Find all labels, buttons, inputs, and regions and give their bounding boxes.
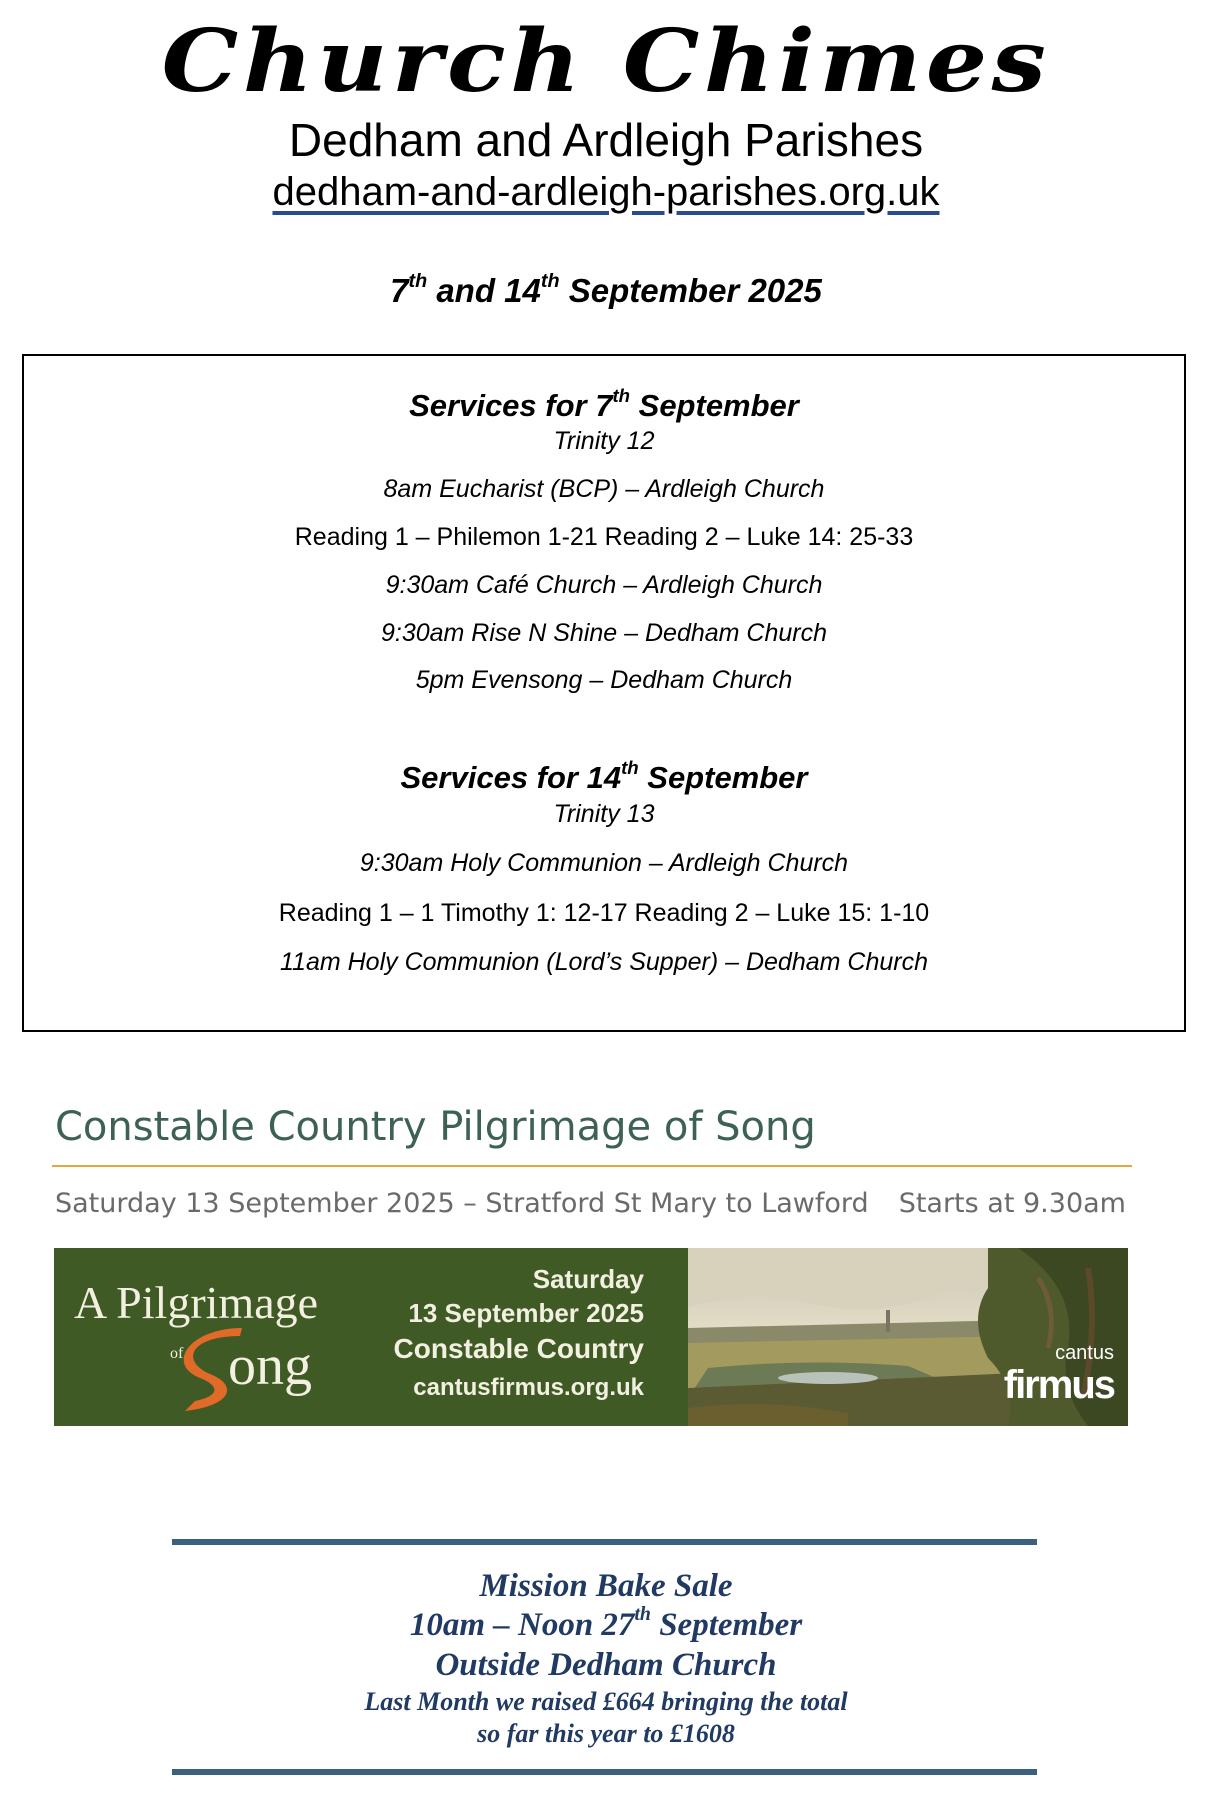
svg-text:ong: ong xyxy=(228,1335,312,1397)
banner-date: 13 September 2025 xyxy=(408,1298,644,1328)
service-item: 8am Eucharist (BCP) – Ardleigh Church xyxy=(383,475,825,503)
services-week2-heading: Services for 14th September xyxy=(400,756,808,795)
services-week2-trinity: Trinity 13 xyxy=(553,800,655,828)
services-week1-trinity: Trinity 12 xyxy=(553,427,655,455)
bake-sale-time: 10am – Noon 27th September xyxy=(409,1603,803,1643)
pilgrimage-banner xyxy=(54,1248,1128,1426)
services-week1-heading: Services for 7th September xyxy=(409,384,799,423)
bake-sale-top-rule xyxy=(172,1539,1037,1545)
service-item: 9:30am Café Church – Ardleigh Church xyxy=(385,571,823,599)
banner-url[interactable]: cantusfirmus.org.uk xyxy=(413,1374,644,1401)
issue-date: 7th and 14th September 2025 xyxy=(390,270,822,309)
service-item: 5pm Evensong – Dedham Church xyxy=(415,666,793,694)
banner-day: Saturday xyxy=(532,1264,644,1294)
website-link[interactable] xyxy=(0,166,1212,218)
website-link-text[interactable]: dedham-and-ardleigh-parishes.org.uk xyxy=(272,170,940,214)
reading-item: Reading 1 – 1 Timothy 1: 12-17 Reading 2 – Luke 15: 1-10 xyxy=(278,899,930,927)
bake-sale-note-line1: Last Month we raised £664 bringing the total xyxy=(364,1687,848,1716)
newsletter-title: Church Chimes xyxy=(161,11,1051,112)
reading-item: Reading 1 – Philemon 1-21 Reading 2 – Luke 14: 25-33 xyxy=(294,523,914,551)
svg-text:A Pilgrimage: A Pilgrimage xyxy=(74,1277,319,1328)
parish-subtitle: Dedham and Ardleigh Parishes xyxy=(288,114,924,166)
service-item: 9:30am Holy Communion – Ardleigh Church xyxy=(359,849,849,877)
service-item: 9:30am Rise N Shine – Dedham Church xyxy=(380,619,828,647)
bake-sale-note-line2: so far this year to £1608 xyxy=(477,1719,735,1748)
banner-place: Constable Country xyxy=(393,1333,644,1364)
pilgrimage-title: Constable Country Pilgrimage of Song xyxy=(55,1104,816,1150)
banner-event-details xyxy=(394,1262,644,1408)
svg-text:of: of xyxy=(170,1345,184,1362)
services-box xyxy=(22,354,1186,1032)
cantus-firmus-logo: cantus firmus xyxy=(1003,1342,1114,1407)
bake-sale-location: Outside Dedham Church xyxy=(435,1647,777,1683)
pilgrimage-subtitle: Saturday 13 September 2025 – Stratford St Mary to Lawford Starts at 9.30am xyxy=(55,1188,1126,1219)
bake-sale-title: Mission Bake Sale xyxy=(479,1568,733,1604)
pilgrimage-logo xyxy=(70,1266,400,1416)
bake-sale-bottom-rule xyxy=(172,1769,1037,1775)
pilgrimage-divider xyxy=(52,1165,1132,1167)
service-item: 11am Holy Communion (Lord’s Supper) – Dedham Church xyxy=(280,948,928,976)
